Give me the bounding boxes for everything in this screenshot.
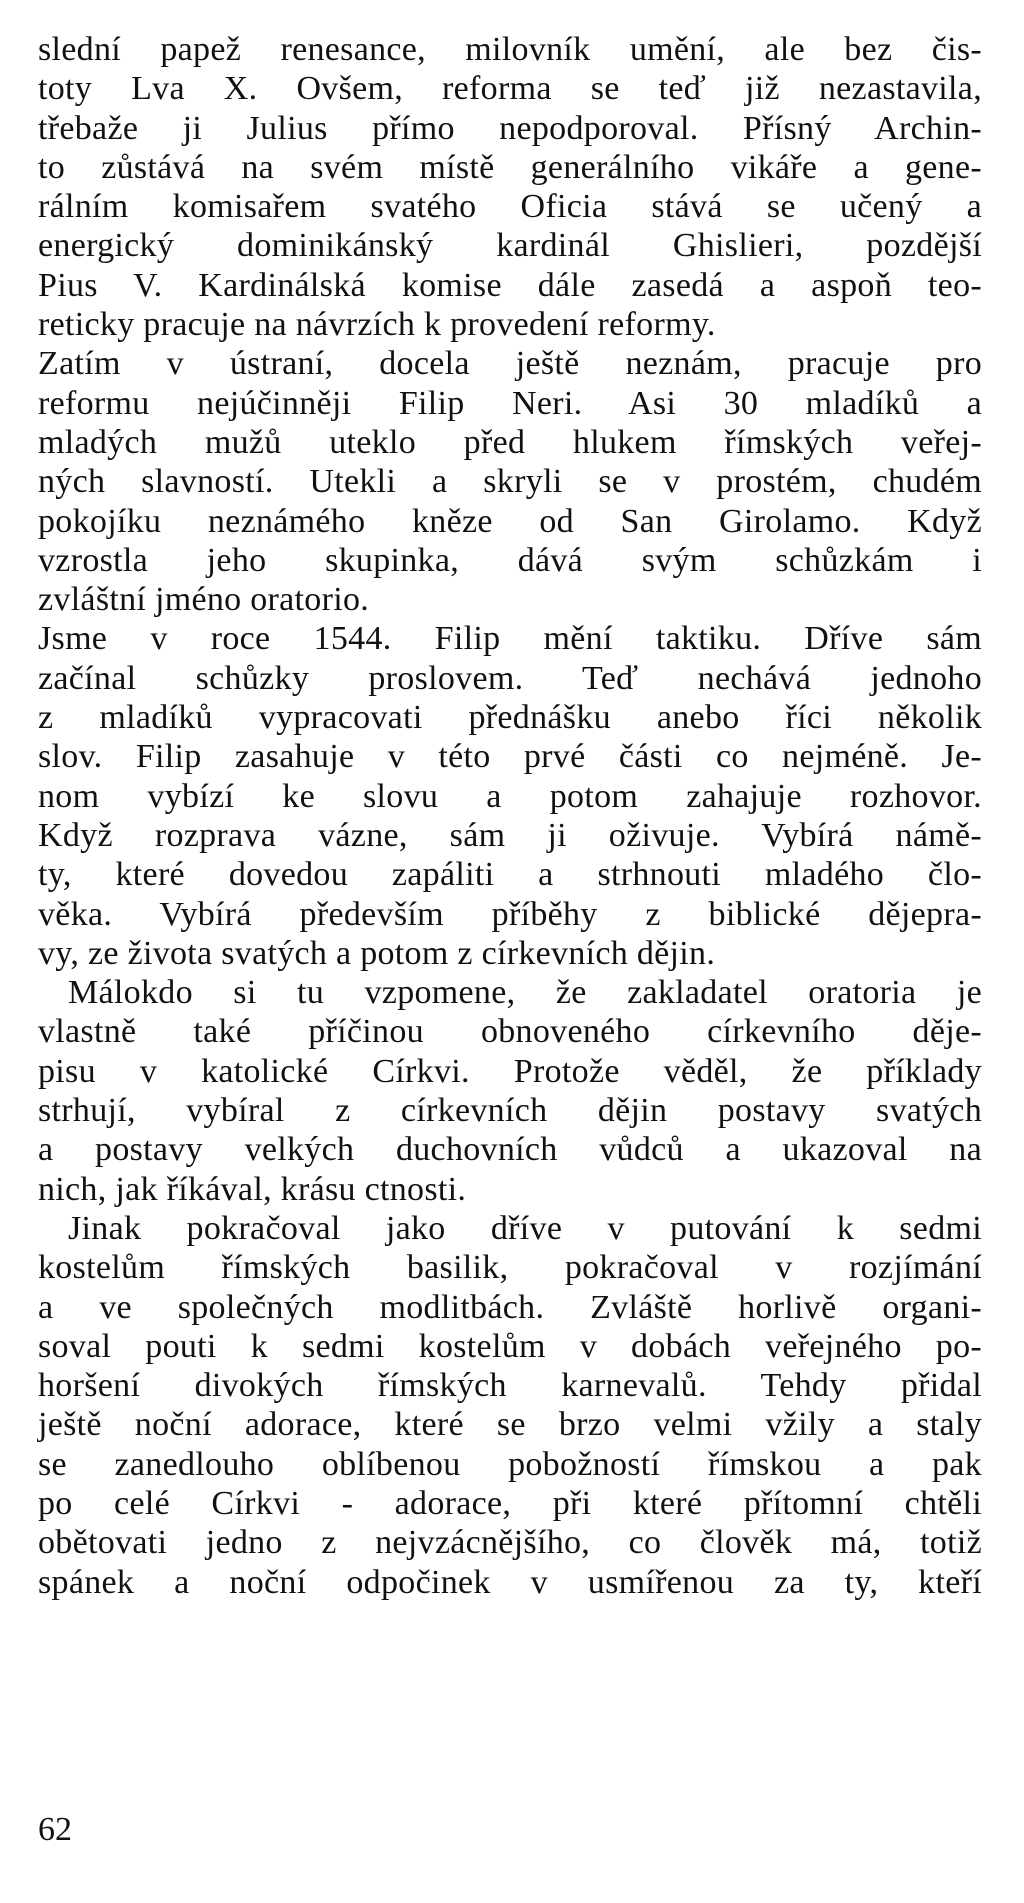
text-line: a ve společných modlitbách. Zvláště horlivě organi- (38, 1288, 982, 1326)
text-line: ty, které dovedou zapáliti a strhnouti mladého člo- (38, 856, 982, 894)
page-body (38, 30, 982, 1602)
paragraph-1 (38, 30, 982, 344)
text-line: strhují, vybíral z církevních dějin postavy svatých (38, 1092, 982, 1130)
text-line: vzrostla jeho skupinka, dává svým schůzkám i (38, 541, 982, 579)
text-line: a postavy velkých duchovních vůdců a ukazoval na (38, 1131, 982, 1169)
text-line: z mladíků vypracovati přednášku anebo říci několik (38, 699, 982, 737)
text-line: Jinak pokračoval jako dříve v putování k sedmi (68, 1209, 982, 1247)
text-line: kostelům římských basilik, pokračoval v rozjímání (38, 1249, 982, 1287)
text-line: rálním komisařem svatého Oficia stává se učený a (38, 188, 982, 226)
text-line: reformu nejúčinněji Filip Neri. Asi 30 mladíků a (38, 384, 982, 422)
text-line: ještě noční adorace, které se brzo velmi vžily a staly (38, 1406, 982, 1444)
text-line: zvláštní jméno oratorio. (38, 581, 370, 619)
page-number: 62 (38, 1811, 72, 1848)
paragraph-2 (38, 344, 982, 619)
text-line: Když rozprava vázne, sám ji oživuje. Vybírá námě- (38, 816, 982, 854)
text-line: se zanedlouho oblíbenou pobožností římskou a pak (38, 1445, 982, 1483)
text-line: soval pouti k sedmi kostelům v dobách veřejného po- (38, 1327, 982, 1365)
text-line: energický dominikánský kardinál Ghislieri, pozdější (38, 227, 982, 265)
text-line: Zatím v ústraní, docela ještě neznám, pracuje pro (38, 345, 982, 383)
text-line: třebaže ji Julius přímo nepodporoval. Přísný Archin- (38, 109, 982, 147)
text-line: začínal schůzky proslovem. Teď nechává jednoho (38, 659, 982, 697)
text-line: Jsme v roce 1544. Filip mění taktiku. Dříve sám (38, 620, 982, 658)
text-line: horšení divokých římských karnevalů. Tehdy přidal (38, 1367, 982, 1405)
text-line: pokojíku neznámého kněze od San Girolamo. Když (38, 502, 982, 540)
text-line: po celé Církvi - adorace, při které přítomní chtěli (38, 1484, 982, 1522)
text-line: reticky pracuje na návrzích k provedení reformy. (38, 306, 716, 344)
text-line: vlastně také příčinou obnoveného církevního děje- (38, 1013, 982, 1051)
text-line: pisu v katolické Církvi. Protože věděl, že příklady (38, 1052, 982, 1090)
text-line: Pius V. Kardinálská komise dále zasedá a aspoň teo- (38, 266, 982, 304)
text-line: ných slavností. Utekli a skryli se v prostém, chudém (38, 463, 982, 501)
text-line: to zůstává na svém místě generálního vikáře a gene- (38, 148, 982, 186)
text-line: mladých mužů uteklo před hlukem římských veřej- (38, 423, 982, 461)
paragraph-4 (38, 973, 982, 1209)
text-line: nich, jak říkával, krásu ctnosti. (38, 1170, 467, 1208)
text-line: toty Lva X. Ovšem, reforma se teď již nezastavila, (38, 70, 982, 108)
text-line: obětovati jedno z nejvzácnějšího, co člověk má, totiž (38, 1524, 982, 1562)
text-line: nom vybízí ke slovu a potom zahajuje rozhovor. (38, 777, 982, 815)
text-line: vy, ze života svatých a potom z církevních dějin. (38, 934, 716, 972)
text-line: Málokdo si tu vzpomene, že zakladatel oratoria je (68, 974, 982, 1012)
paragraph-5 (38, 1209, 982, 1602)
text-line: věka. Vybírá především příběhy z biblické dějepra- (38, 895, 982, 933)
text-line: spánek a noční odpočinek v usmířenou za ty, kteří (38, 1563, 982, 1601)
paragraph-3 (38, 619, 982, 973)
text-line: slov. Filip zasahuje v této prvé části co nejméně. Je- (38, 738, 982, 776)
text-line: slední papež renesance, milovník umění, ale bez čis- (38, 31, 982, 68)
